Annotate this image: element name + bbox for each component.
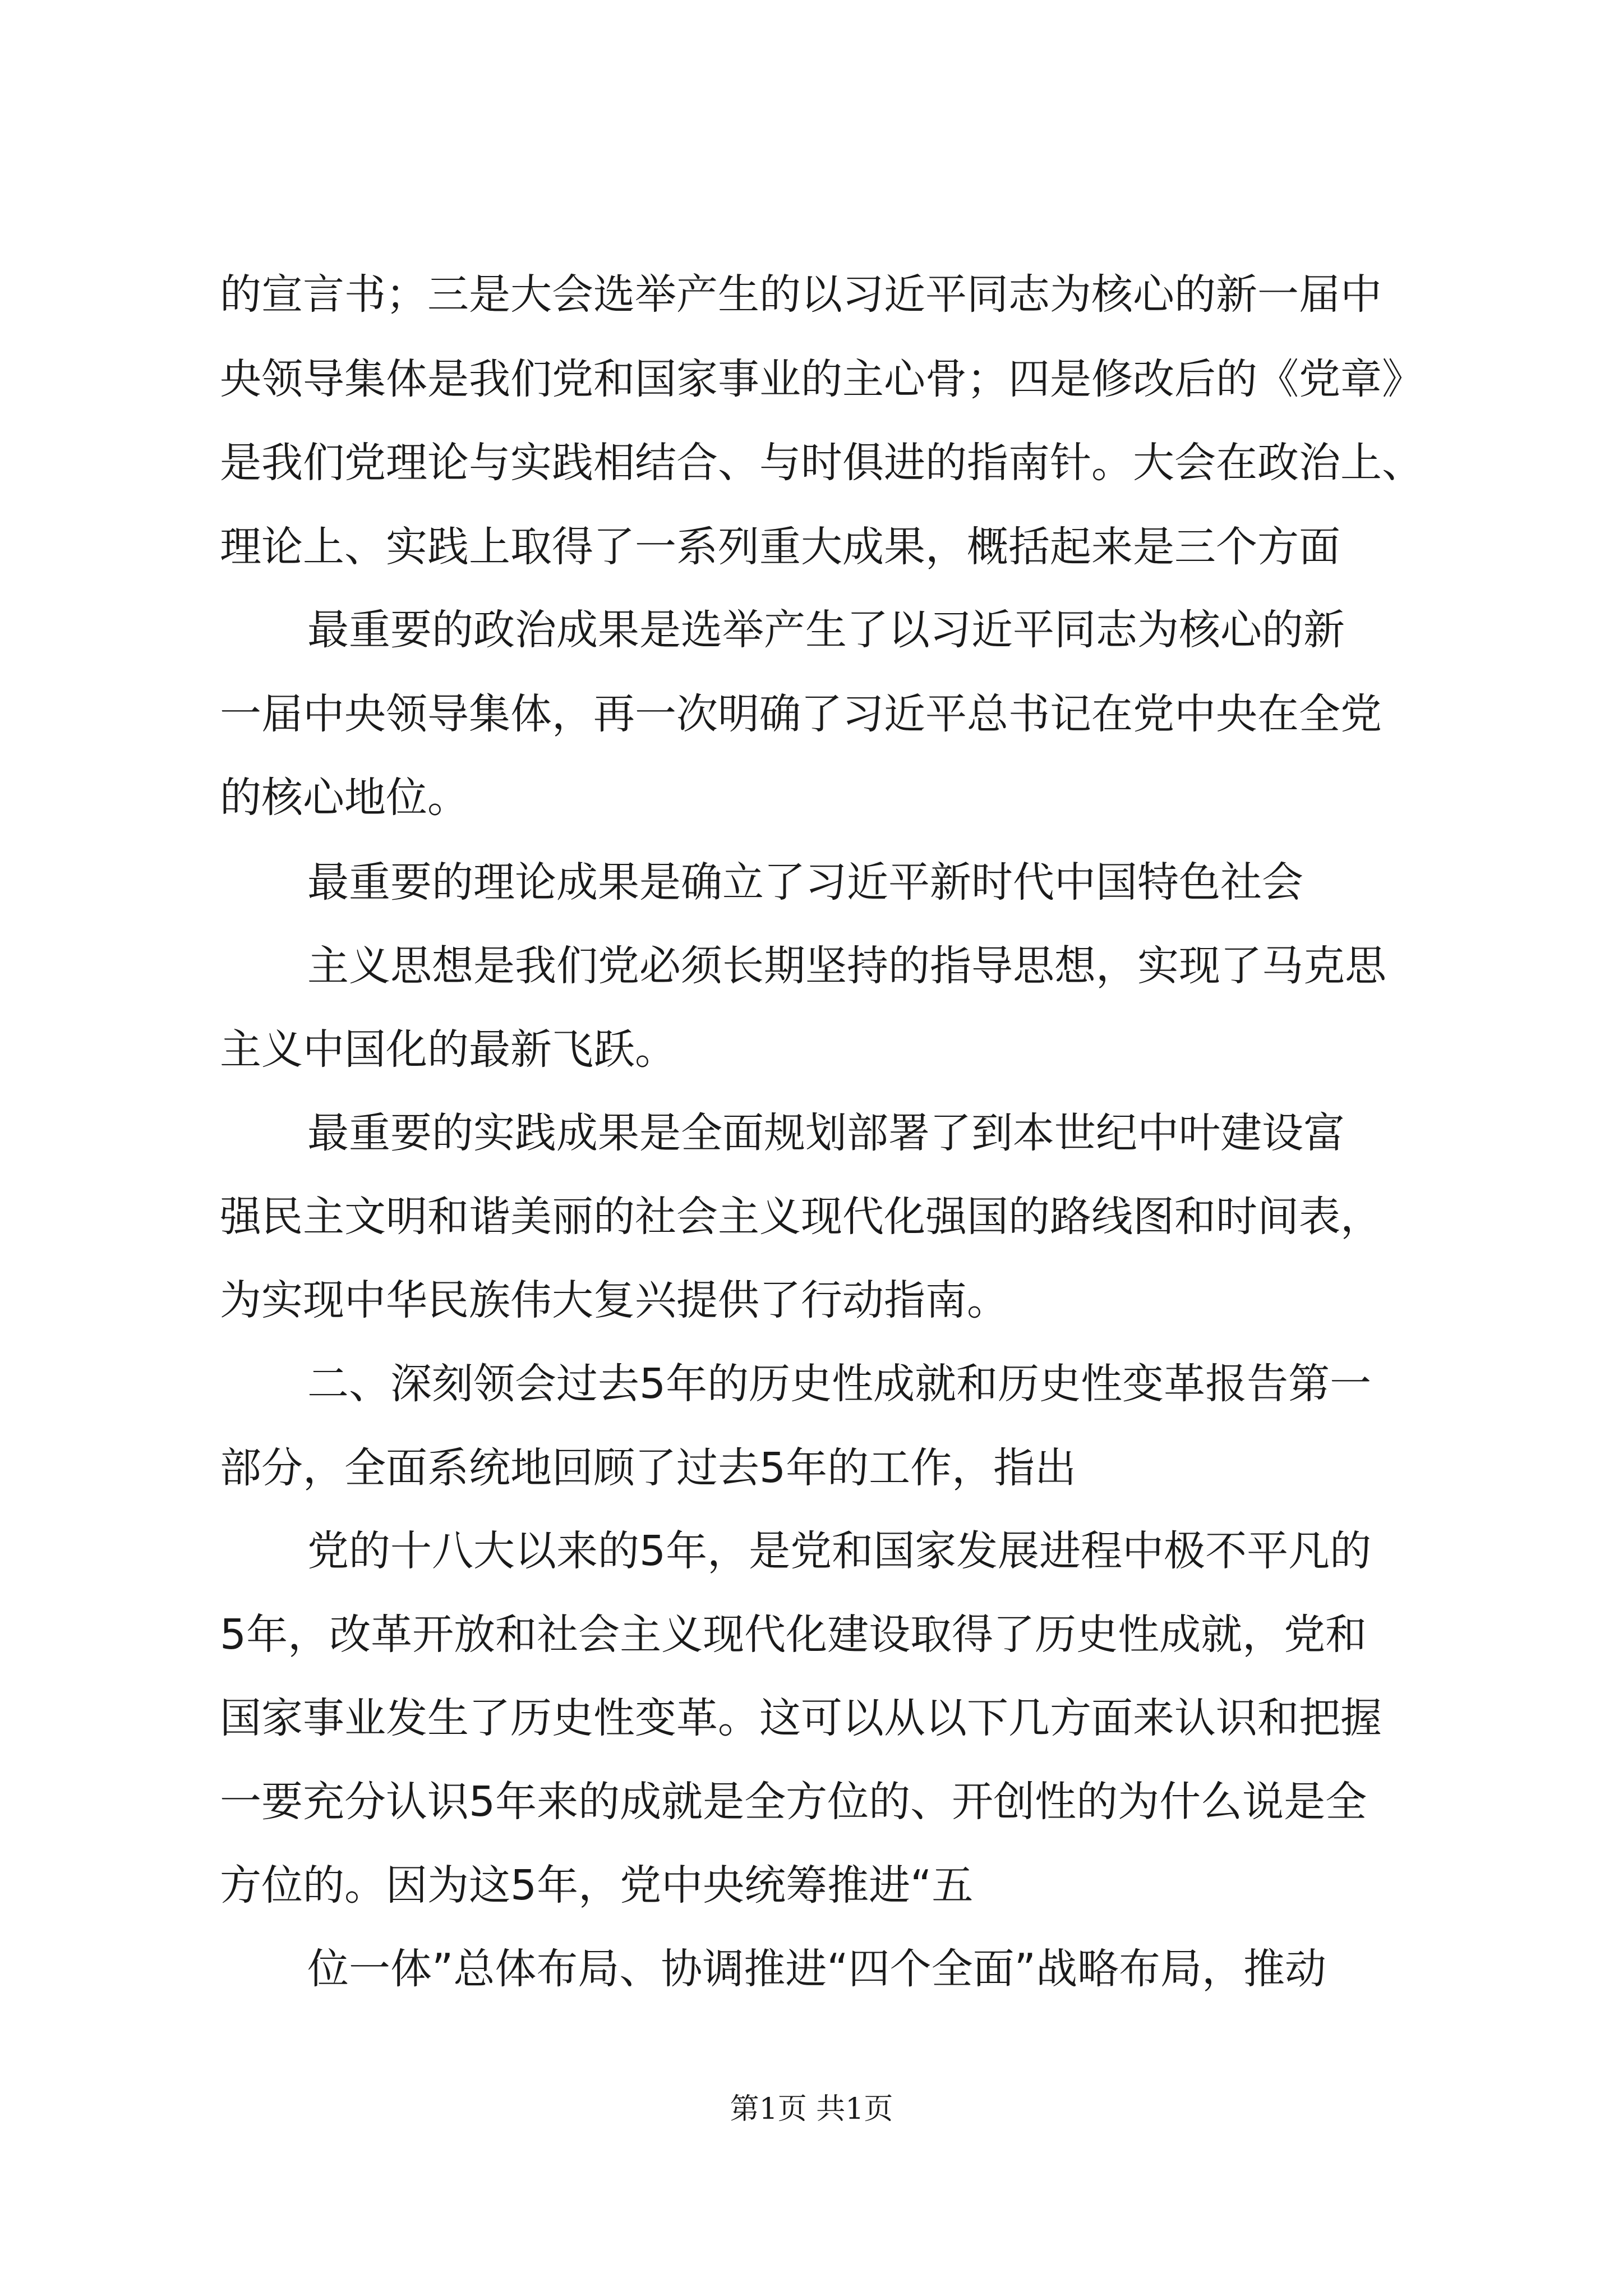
text-line: 一要充分认识5年来的成就是全方位的、开创性的为什么说是全 bbox=[220, 1778, 1367, 1826]
text-line: 主义中国化的最新飞跃。 bbox=[220, 1025, 676, 1074]
page-footer: 第1页 共1页 bbox=[730, 2092, 893, 2126]
text-line: 为实现中华民族伟大复兴提供了行动指南。 bbox=[220, 1276, 1008, 1324]
text-line: 央领导集体是我们党和国家事业的主心骨；四是修改后的《党章》 bbox=[220, 355, 1423, 403]
text-line: 最重要的政治成果是选举产生了以习近平同志为核心的新 bbox=[307, 606, 1345, 654]
text-line: 方位的。因为这5年，党中央统筹推进“五 bbox=[220, 1861, 974, 1910]
text-line: 最重要的实践成果是全面规划部署了到本世纪中叶建设富 bbox=[307, 1109, 1345, 1157]
text-line: 党的十八大以来的5年，是党和国家发展进程中极不平凡的 bbox=[307, 1527, 1372, 1575]
text-line: 强民主文明和谐美丽的社会主义现代化强国的路线图和时间表， bbox=[220, 1193, 1382, 1241]
text-line: 5年，改革开放和社会主义现代化建设取得了历史性成就，党和 bbox=[220, 1611, 1367, 1659]
text-line: 国家事业发生了历史性变革。这可以从以下几方面来认识和把握 bbox=[220, 1694, 1382, 1742]
text-line: 理论上、实践上取得了一系列重大成果，概括起来是三个方面 bbox=[220, 523, 1340, 571]
text-line: 的核心地位。 bbox=[220, 774, 469, 822]
text-line: 部分，全面系统地回顾了过去5年的工作，指出 bbox=[220, 1444, 1077, 1492]
text-line: 主义思想是我们党必须长期坚持的指导思想，实现了马克思 bbox=[307, 942, 1386, 990]
text-line: 最重要的理论成果是确立了习近平新时代中国特色社会 bbox=[307, 858, 1303, 907]
text-line: 二、深刻领会过去5年的历史性成就和历史性变革报告第一 bbox=[307, 1360, 1372, 1408]
text-line: 一届中央领导集体，再一次明确了习近平总书记在党中央在全党 bbox=[220, 690, 1382, 738]
text-line: 的宣言书；三是大会选举产生的以习近平同志为核心的新一届中 bbox=[220, 270, 1382, 319]
text-line: 位一体”总体布局、协调推进“四个全面”战略布局，推动 bbox=[307, 1945, 1327, 1993]
text-line: 是我们党理论与实践相结合、与时俱进的指南针。大会在政治上、 bbox=[220, 439, 1423, 487]
